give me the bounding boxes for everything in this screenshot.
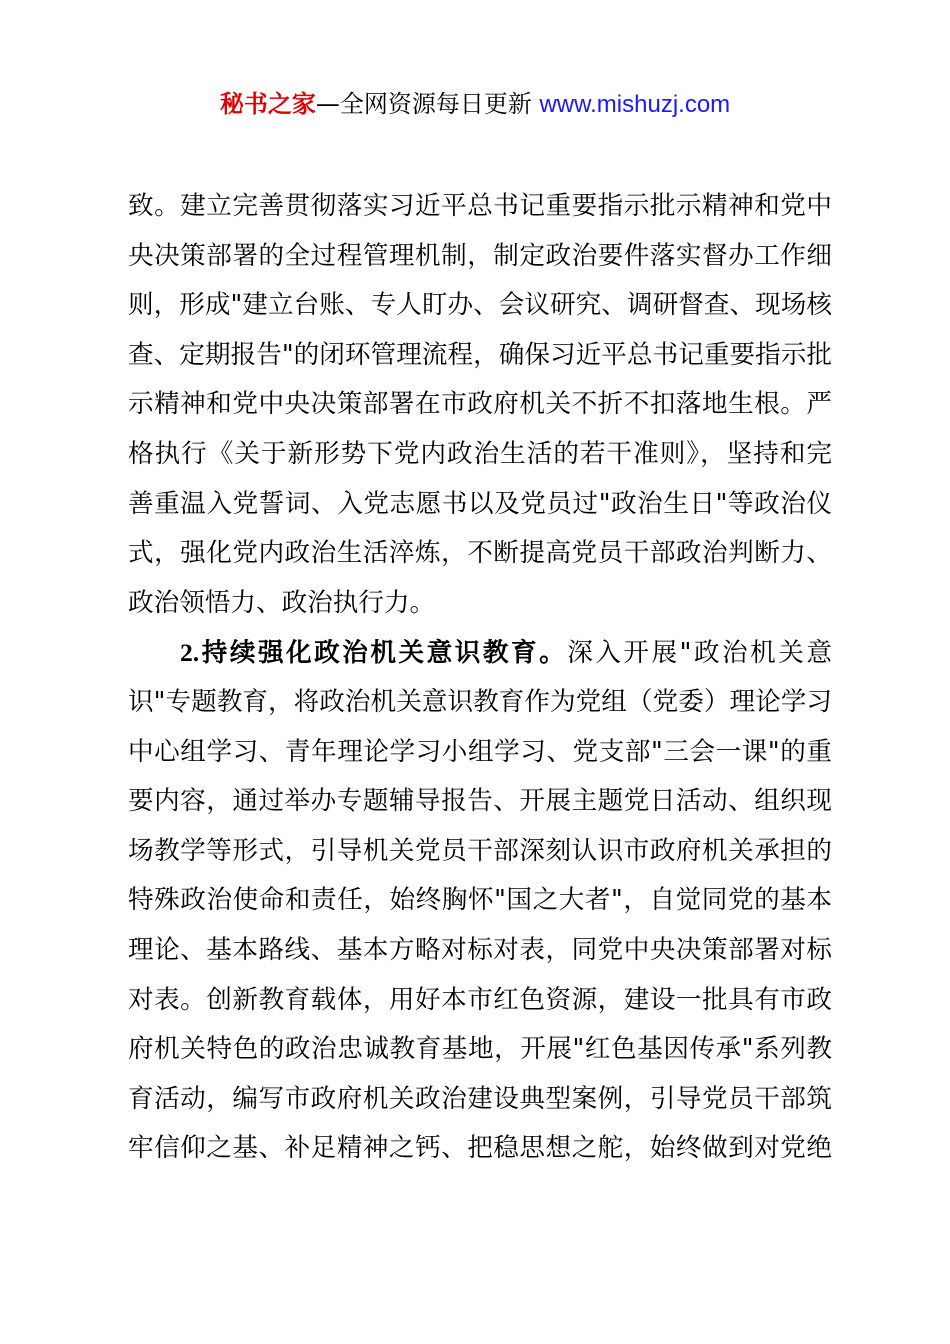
text-line: 牢信仰之基、补足精神之钙、把稳思想之舵，始终做到对党绝 (128, 1133, 832, 1164)
section-heading-rest: 深入开展"政治机关意 (567, 638, 832, 669)
section-number: 2. (180, 638, 200, 668)
text-line: 式，强化党内政治生活淬炼，不断提高党员干部政治判断力、 (128, 538, 832, 569)
site-tagline: —全网资源每日更新 (315, 90, 540, 118)
section-heading: 持续强化政治机关意识教育。 (199, 638, 568, 669)
text-line: 政治领悟力、政治执行力。 (128, 587, 436, 618)
section-heading-line (128, 628, 832, 678)
text-line: 场教学等形式，引导机关党员干部深刻认识市政府机关承担的 (128, 835, 832, 866)
text-line: 善重温入党誓词、入党志愿书以及党员过"政治生日"等政治仪 (128, 488, 832, 519)
text-line: 中心组学习、青年理论学习小组学习、党支部"三会一课"的重 (128, 736, 832, 767)
site-url-link[interactable]: www.mishuzj.com (539, 91, 731, 118)
text-line: 格执行《关于新形势下党内政治生活的若干准则》，坚持和完 (128, 438, 832, 469)
text-line: 识"专题教育，将政治机关意识教育作为党组（党委）理论学习 (128, 686, 832, 717)
text-line: 特殊政治使命和责任，始终胸怀"国之大者"，自觉同党的基本 (128, 885, 832, 916)
text-line: 要内容，通过举办专题辅导报告、开展主题党日活动、组织现 (128, 786, 832, 817)
site-brand: 秘书之家 (219, 90, 316, 118)
text-line: 理论、基本路线、基本方略对标对表，同党中央决策部署对标 (128, 934, 832, 965)
text-line: 示精神和党中央决策部署在市政府机关不折不扣落地生根。严 (128, 389, 832, 420)
text-line: 对表。创新教育载体，用好本市红色资源，建设一批具有市政 (128, 984, 832, 1015)
text-line: 府机关特色的政治忠诚教育基地，开展"红色基因传承"系列教 (128, 1034, 832, 1065)
document-body (128, 182, 832, 1174)
text-line: 致。建立完善贯彻落实习近平总书记重要指示批示精神和党中 (128, 191, 832, 221)
text-line: 央决策部署的全过程管理机制，制定政治要件落实督办工作细 (128, 240, 832, 271)
text-line: 育活动，编写市政府机关政治建设典型案例，引导党员干部筑 (128, 1083, 832, 1114)
page-header (0, 86, 950, 123)
text-line: 查、定期报告"的闭环管理流程，确保习近平总书记重要指示批 (128, 339, 832, 370)
text-line: 则，形成"建立台账、专人盯办、会议研究、调研督查、现场核 (128, 290, 832, 321)
